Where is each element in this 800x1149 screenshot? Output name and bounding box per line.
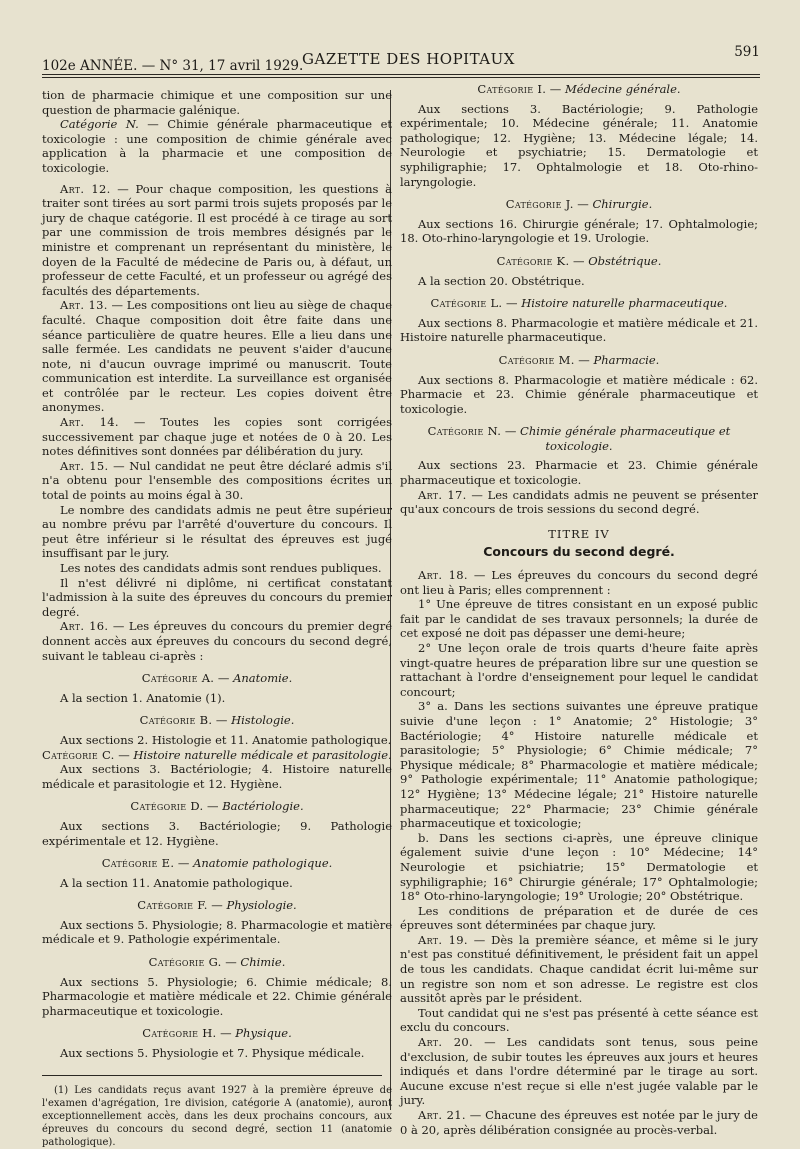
- list-item: 3° a. Dans les sections suivantes une épreuve pratique suivie d'une leçon : 1° Anatomie; 2° Histologie; 3° Bactériologie; 4° Histoire naturelle médicale et parasitologie; 5° Physiologie; 6° Chimie médicale; 7° Physique médicale; 8° Pharmacologie et matière médicale; 9° Pathologie expérimentale; 11° Anatomie pathologique; 12° Hygiène; 13° Médecine légale; 21° Histoire naturelle pharmaceutique; 22° Pharmacie; 23° Chimie générale pharmaceutique et toxicologie;: [400, 699, 758, 831]
- article-17: Art. 17. — Les candidats admis ne peuvent se présenter qu'aux concours de trois sessions du second degré.: [400, 487, 758, 517]
- paragraph: Il n'est délivré ni diplôme, ni certificat constatant l'admission à la suite des épreuves du concours du premier degré.: [42, 575, 392, 619]
- category-text: Aux sections 2. Histologie et 11. Anatomie pathologique.: [60, 732, 392, 747]
- category-text: A la section 1. Anatomie (1).: [60, 690, 226, 705]
- header-rule: [42, 74, 760, 75]
- article-20: Art. 20. — Les candidats sont tenus, sous peine d'exclusion, de subir toutes les épreuves aux jours et heures indiqués et dans l'ordre déterminé par le tirage au sort. Aucune excuse n'est reçue si elle n'est jugée valable par le jury.: [400, 1035, 758, 1108]
- section-title: TITRE IV: [548, 526, 610, 541]
- category-text: Aux sections 3. Bactériologie; 9. Pathologie expérimentale; 10. Médecine générale; 11. Anatomie pathologique; 12. Hygiène; 13. Médecine légale; 14. Neurologie et psychiatrie; 15. Dermatologie et syphiligraphie; 17. Ophtalmologie et 18. Oto-rhino-laryngologie.: [400, 101, 758, 189]
- category-heading: Catégorie C. — Histoire naturelle médicale et parasitologie.: [42, 747, 392, 762]
- category-heading: Catégorie D. — Bactériologie.: [130, 799, 304, 814]
- category-heading: Catégorie F. — Physiologie.: [137, 898, 297, 913]
- journal-title: GAZETTE DES HOPITAUX: [302, 50, 515, 68]
- paragraph: Les notes des candidats admis sont rendues publiques.: [60, 561, 382, 575]
- paragraph: Le nombre des candidats admis ne peut être supérieur au nombre prévu par l'arrêté d'ouverture du concours. Il peut être inférieur si le résultat des épreuves est jugé insuffisant par le jury.: [42, 502, 392, 561]
- category-heading: Catégorie G. — Chimie.: [148, 955, 286, 970]
- category-text: Aux sections 3. Bactériologie; 4. Histoire naturelle médicale et parasitologie et 12. Hygiène.: [42, 762, 392, 791]
- category-text: A la section 11. Anatomie pathologique.: [60, 875, 293, 890]
- list-item: b. Dans les sections ci-après, une épreuve clinique également suivie d'une leçon : 10° Médecine; 14° Neurologie et psichiatrie; 15° Dermatologie et syphiligraphie; 16° Chirurgie générale; 17° Ophtalmologie; 18° Oto-rhino-laryngologie; 19° Urologie; 20° Obstétrique.: [400, 830, 758, 904]
- category-heading: Catégorie K. — Obstétrique.: [496, 253, 662, 268]
- header-rule-second: [42, 77, 760, 78]
- category-text: Aux sections 23. Pharmacie et 23. Chimie générale pharmaceutique et toxicologie.: [400, 458, 758, 488]
- footnote-rule: [42, 1075, 382, 1076]
- category-heading: Catégorie L. — Histoire naturelle pharmaceutique.: [430, 296, 728, 311]
- article-19: Art. 19. — Dès la première séance, et même si le jury n'est pas constitué définitivement, le président fait un appel de tous les candidats. Chaque candidat écrit lui-même sur un registre son nom et son adresse. Le registre est clos aussitôt après par le président.: [400, 932, 759, 1006]
- category-text: Aux sections 5. Physiologie; 8. Pharmacologie et matière médicale et 9. Pathologie expérimentale.: [42, 917, 392, 947]
- category-text: Aux sections 5. Physiologie et 7. Physique médicale.: [60, 1046, 365, 1061]
- category-text: A la section 20. Obstétrique.: [418, 273, 585, 288]
- category-heading: Catégorie M. — Pharmacie.: [498, 352, 660, 367]
- category-heading: Catégorie A. — Anatomie.: [141, 671, 293, 686]
- list-item: 2° Une leçon orale de trois quarts d'heure faite après vingt-quatre heures de préparation libre sur une question se rattachant à l'ordre d'enseignement pour lequel le candidat concourt;: [400, 641, 758, 699]
- paragraph: Les conditions de préparation et de durée de ces épreuves sont déterminées par chaque jury.: [400, 903, 758, 933]
- category-heading: Catégorie H. — Physique.: [142, 1026, 292, 1041]
- article-15: Art. 15. — Nul candidat ne peut être déclaré admis s'il n'a obtenu pour l'ensemble des compositions écrites un total de points au moins égal à 30.: [42, 458, 392, 503]
- section-heading: Concours du second degré.: [483, 544, 675, 560]
- right-column: [400, 80, 758, 1137]
- article-13: Art. 13. — Les compositions ont lieu au siège de chaque faculté. Chaque composition doit être faite dans une séance particulière de quatre heures. Elle a lieu dans une salle fermée. Les candidats ne peuvent s'aider d'aucune note, ni d'aucun ouvrage imprimé ou manuscrit. Toute communication est interdite. La surveillance est organisée et contrôlée par le recteur. Les copies doivent être anonymes.: [42, 298, 392, 415]
- category-heading: Catégorie I. — Médecine générale.: [477, 82, 681, 96]
- paragraph: Catégorie N. — Chimie générale pharmaceutique et toxicologie : une composition de chimie générale avec application à la pharmacie et une composition de toxicologie.: [42, 117, 392, 175]
- list-item: 1° Une épreuve de titres consistant en un exposé public fait par le candidat de ses travaux personnels; la durée de cet exposé ne doit pas dépasser une demi-heure;: [400, 597, 758, 641]
- category-heading: Catégorie N. — Chimie générale pharmaceutique et toxicologie.: [427, 424, 731, 453]
- category-text: Aux sections 16. Chirurgie générale; 17. Ophtalmologie; 18. Oto-rhino-laryngologie et 19. Urologie.: [400, 216, 758, 246]
- article-16: Art. 16. — Les épreuves du concours du premier degré donnent accès aux épreuves du concours du second degré, suivant le tableau ci-après :: [42, 619, 392, 663]
- left-column: [42, 88, 392, 1149]
- article-14: Art. 14. — Toutes les copies sont corrigées successivement par chaque juge et notées de 0 à 20. Les notes définitives sont données par délibération du jury.: [42, 415, 392, 459]
- page-number: 591: [734, 44, 760, 60]
- paragraph: Tout candidat qui ne s'est pas présenté à cette séance est exclu du concours.: [400, 1005, 758, 1035]
- category-text: Aux sections 8. Pharmacologie et matière médicale et 21. Histoire naturelle pharmaceutique.: [400, 315, 758, 345]
- article-18: Art. 18. — Les épreuves du concours du second degré ont lieu à Paris; elles comprennent :: [400, 568, 758, 597]
- article-21: Art. 21. — Chacune des épreuves est notée par le jury de 0 à 20, après délibération consignée au procès-verbal.: [400, 1108, 758, 1137]
- category-heading: Catégorie J. — Chirurgie.: [505, 197, 653, 212]
- category-text: Aux sections 5. Physiologie; 6. Chimie médicale; 8. Pharmacologie et matière médicale et 22. Chimie générale pharmaceutique et toxicologie.: [42, 974, 392, 1018]
- footnote: (1) Les candidats reçus avant 1927 à la première épreuve de l'examen d'agrégation, 1re division, catégorie A (anatomie), auront exceptionnellement accès, dans les deux prochains concours, aux épreuves du concours du second degré, section 11 (anatomie pathologique).: [42, 1084, 392, 1148]
- category-text: Aux sections 8. Pharmacologie et matière médicale : 62. Pharmacie et 23. Chimie générale pharmaceutique et toxicologie.: [400, 372, 758, 416]
- issue-info: 102e ANNÉE. — N° 31, 17 avril 1929.: [42, 58, 304, 74]
- article-12: Art. 12. — Pour chaque composition, les questions à traiter sont tirées au sort parmi trois sujets proposés par le jury de chaque catégorie. Il est procédé à ce tirage au sort par une commission de trois membres désignés par le ministre et comprenant un représentant du ministère, le doyen de la Faculté de médecine de Paris ou, à défaut, un professeur de cette Faculté, et un professeur ou agrégé des facultés des départements.: [42, 181, 392, 298]
- category-text: Aux sections 3. Bactériologie; 9. Pathologie expérimentale et 12. Hygiène.: [42, 818, 392, 848]
- paragraph: tion de pharmacie chimique et une composition sur une question de pharmacie galénique.: [42, 88, 392, 117]
- category-heading: Catégorie E. — Anatomie pathologique.: [101, 856, 333, 871]
- page-header: [42, 44, 760, 72]
- category-heading: Catégorie B. — Histologie.: [139, 713, 295, 728]
